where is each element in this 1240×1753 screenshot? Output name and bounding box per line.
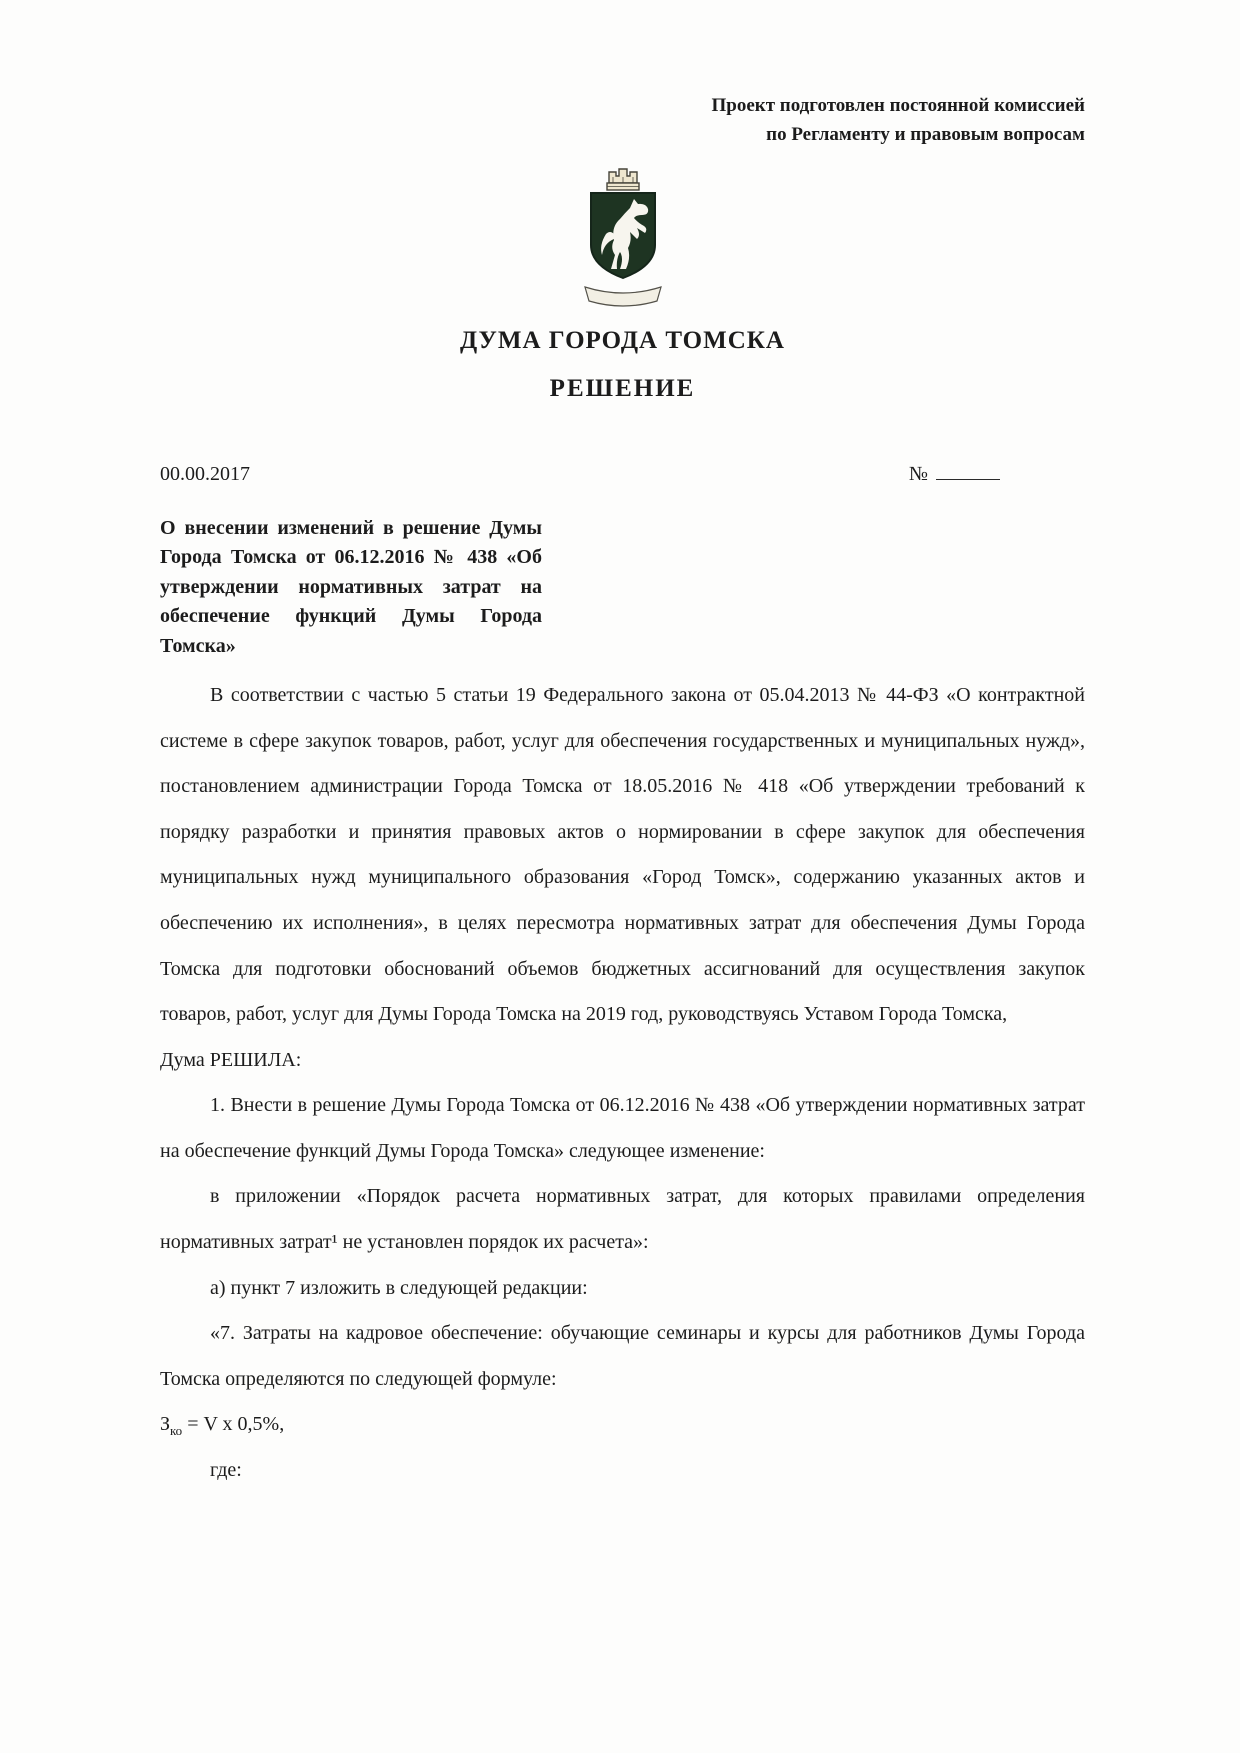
emblem-container	[160, 163, 1085, 313]
doc-date: 00.00.2017	[160, 463, 250, 485]
paragraph-subitem-a: а) пункт 7 изложить в следующей редакции:	[210, 1276, 588, 1299]
doc-number-blank	[936, 459, 1000, 480]
where-label: где:	[210, 1459, 242, 1482]
formula	[160, 1402, 1085, 1448]
doc-type: РЕШЕНИЕ	[549, 375, 696, 402]
paragraph-appendix: в приложении «Порядок расчета нормативных затрат, для которых правилами определения нормативных затрат¹ не установлен порядок их расчета»:	[160, 1185, 1085, 1254]
formula-subscript: ко	[170, 1423, 183, 1439]
doc-title: О внесении изменений в решение Думы Города Томска от 06.12.2016 № 438 «Об утверждении нормативных затрат на обеспечение функций Думы Города Томска»	[160, 517, 542, 657]
paragraph-item-1: 1. Внести в решение Думы Города Томска от 06.12.2016 № 438 «Об утверждении нормативных затрат на обеспечение функций Думы Города Томска» следующее изменение:	[160, 1094, 1085, 1162]
header-note-line2: по Регламенту и правовым вопросам	[766, 123, 1085, 145]
resolution-heading: Дума РЕШИЛА:	[160, 1048, 302, 1071]
formula-rhs: = V х 0,5%,	[182, 1413, 285, 1436]
header-note-line1: Проект подготовлен постоянной комиссией	[711, 95, 1085, 116]
paragraph-item-7: «7. Затраты на кадровое обеспечение: обучающие семинары и курсы для работников Думы Города Томска определяются по следующей формуле:	[160, 1322, 1085, 1390]
tomsk-coat-of-arms-icon	[573, 163, 673, 313]
mural-crown-icon	[607, 169, 639, 190]
paragraph-intro: В соответствии с частью 5 статьи 19 Федерального закона от 05.04.2013 № 44-ФЗ «О контрактной системе в сфере закупок товаров, работ, услуг для обеспечения государственных и муниципальных нужд», постановлением администрации Города Томска от 18.05.2016 № 418 «Об утверждении требований к порядку разработки и принятия правовых актов о нормировании в сфере закупок для обеспечения муниципальных нужд муниципального образования «Город Томск», содержанию указанных актов и обеспечению их исполнения», в целях пересмотра нормативных затрат для обеспечения Думы Города Томска для подготовки обоснований объемов бюджетных ассигнований для осуществления закупок товаров, работ, услуг для Думы Города Томска на 2019 год, руководствуясь Уставом Города Томска,	[160, 683, 1085, 1026]
doc-number-label: №	[908, 463, 928, 485]
formula-lhs: З	[160, 1413, 171, 1436]
doc-number	[909, 459, 1000, 486]
ribbon-icon	[585, 287, 661, 306]
header-note	[160, 92, 1085, 149]
meta-row	[160, 459, 1085, 486]
org-name: ДУМА ГОРОДА ТОМСКА	[460, 327, 785, 354]
